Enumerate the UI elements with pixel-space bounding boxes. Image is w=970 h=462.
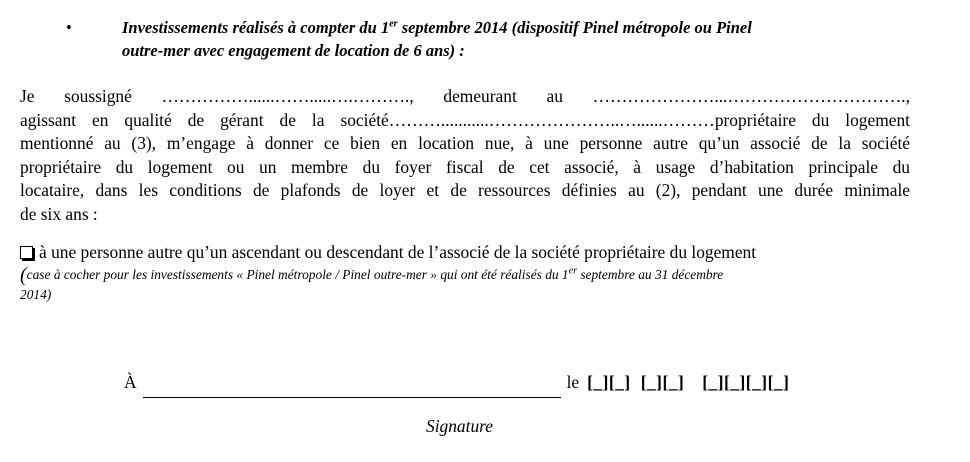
checkbox-square-icon[interactable] [20,246,33,259]
place-prefix: À [124,372,137,392]
checkbox-option[interactable] [20,241,910,264]
day-field[interactable]: [_][_] [587,372,631,392]
year-field[interactable]: [_][_][_][_] [702,372,790,392]
checkbox-label: à une personne autre qu’un ascendant ou descendant de l’associé de la société propriétaire du logement [39,242,757,262]
note-open-paren: ( [20,264,27,286]
paragraph-line: de six ans : [20,203,98,224]
heading-text-line2: outre-mer avec engagement de location de 6 ans) : [122,41,465,60]
section-heading-text [122,16,912,62]
heading-superscript: er [389,18,398,30]
paragraph-line: agissant en qualité de gérant de la société………...........…………………..…......………propriétaire du logement [20,109,910,130]
heading-text-part1: Investissements réalisés à compter du 1 [122,18,390,37]
note-text-part1: case à cocher pour les investissements « Pinel métropole / Pinel outre-mer » qui ont été réalisés du 1 [26,267,569,282]
checkbox-note [20,265,900,304]
paragraph-line: locataire, dans les conditions de plafonds de loyer et de ressources définies au (2), pendant une durée minimale [20,180,910,201]
date-prefix: le [566,372,580,392]
signature-label: Signature [426,416,493,436]
note-superscript: er [568,265,577,277]
bullet-icon: • [66,18,72,37]
place-date-line [124,370,789,398]
month-field[interactable]: [_][_] [640,372,685,392]
place-field[interactable] [143,379,561,398]
paragraph-line: Je soussigné ……………......…….....….………., demeurant au …………………...…………………………., [20,86,910,106]
paragraph-line: mentionné au (3), m’engage à donner ce bien en location nue, à une personne autre qu’un associé de la société [20,133,910,154]
heading-text-part2: septembre 2014 (dispositif Pinel métropole ou Pinel [397,18,752,37]
note-text-part2: septembre au 31 décembre [576,267,724,282]
commitment-paragraph [20,85,910,227]
paragraph-line: propriétaire du logement ou un membre du foyer fiscal de cet associé, à usage d’habitation principale du [20,156,910,177]
note-text-line2: 2014) [20,287,52,302]
section-heading [66,16,912,62]
